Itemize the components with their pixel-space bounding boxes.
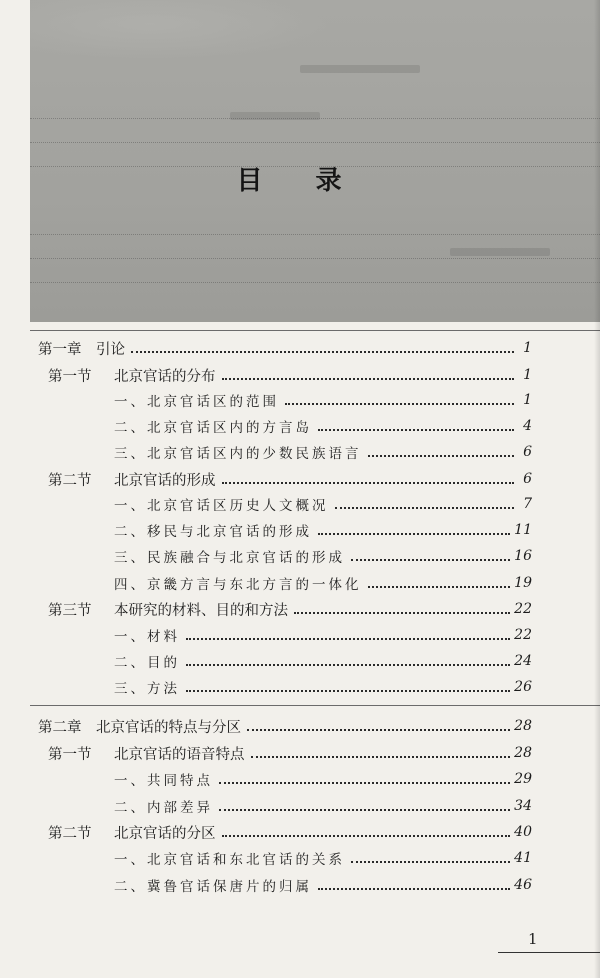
section-title: 北京官话的分布 [114,368,216,385]
toc-item-row[interactable] [114,519,532,541]
leader-dots [186,664,510,666]
toc-item-row[interactable] [114,415,532,437]
folio-page-number: 1 [528,930,538,948]
toc-section-row[interactable] [48,742,532,764]
page-number: 22 [514,601,532,617]
page-number: 28 [514,718,532,734]
leader-dots [285,403,514,405]
page-number: 29 [514,771,532,787]
divider [30,330,600,331]
page-number: 40 [514,824,532,840]
leader-dots [247,729,510,731]
divider [30,705,600,706]
page-number: 11 [514,522,532,538]
leader-dots [219,782,510,784]
chapter-title: 第一章 引论 [38,341,125,358]
toc-item-row[interactable] [114,874,532,896]
page-number: 6 [523,444,532,460]
item-title: 一、北京官话区历史人文概况 [114,498,329,514]
leader-dots [131,351,514,353]
leader-dots [294,612,510,614]
item-title: 二、移民与北京官话的形成 [114,524,312,540]
leader-dots [368,586,511,588]
section-number: 第一节 [48,368,92,385]
item-title: 一、共同特点 [114,773,213,789]
page-number: 7 [523,496,532,512]
section-title: 北京官话的分区 [114,825,216,842]
toc-item-row[interactable] [114,624,532,646]
toc-section-row[interactable] [48,364,532,386]
leader-dots [318,888,510,890]
item-title: 三、方法 [114,681,180,697]
item-title: 四、京畿方言与东北方言的一体化 [114,577,362,593]
leader-dots [219,809,510,811]
toc-section-row[interactable] [48,598,532,620]
toc-item-row[interactable] [114,441,532,463]
chapter-title: 第二章 北京官话的特点与分区 [38,719,241,736]
toc-item-row[interactable] [114,650,532,672]
page-number: 19 [514,575,532,591]
toc-item-row[interactable] [114,847,532,869]
page-number: 34 [514,798,532,814]
toc-section-row[interactable] [48,821,532,843]
section-number: 第二节 [48,472,92,489]
leader-dots [222,835,511,837]
toc-item-row[interactable] [114,572,532,594]
toc-item-row[interactable] [114,676,532,698]
page-number: 6 [523,471,532,487]
spine-shadow [594,0,600,978]
section-title: 北京官话的形成 [114,472,216,489]
page-title: 目 录 [236,166,364,196]
page-number: 26 [514,679,532,695]
page-number: 1 [523,392,532,408]
toc-chapter-row[interactable] [38,337,532,359]
leader-dots [351,861,510,863]
toc-item-row[interactable] [114,493,532,515]
toc-section-row[interactable] [48,468,532,490]
section-number: 第一节 [48,746,92,763]
page-number: 28 [514,745,532,761]
item-title: 二、冀鲁官话保唐片的归属 [114,879,312,895]
toc-item-row[interactable] [114,795,532,817]
leader-dots [318,429,514,431]
section-number: 第三节 [48,602,92,619]
leader-dots [251,756,511,758]
page-number: 24 [514,653,532,669]
leader-dots [186,690,510,692]
section-title: 本研究的材料、目的和方法 [114,602,288,619]
page-number: 1 [523,340,532,356]
toc-chapter-row[interactable] [38,715,532,737]
leader-dots [222,482,515,484]
leader-dots [318,533,510,535]
item-title: 一、北京官话和东北官话的关系 [114,852,345,868]
page-number: 4 [523,418,532,434]
leader-dots [222,378,515,380]
item-title: 二、目的 [114,655,180,671]
toc-item-row[interactable] [114,545,532,567]
leader-dots [351,559,510,561]
item-title: 一、材料 [114,629,180,645]
item-title: 二、北京官话区内的方言岛 [114,420,312,436]
folio-rule [498,952,600,953]
section-number: 第二节 [48,825,92,842]
page-number: 41 [514,850,532,866]
page-number: 16 [514,548,532,564]
page-number: 46 [514,877,532,893]
item-title: 三、民族融合与北京官话的形成 [114,550,345,566]
page-number: 22 [514,627,532,643]
leader-dots [368,455,515,457]
item-title: 一、北京官话区的范围 [114,394,279,410]
item-title: 三、北京官话区内的少数民族语言 [114,446,362,462]
leader-dots [335,507,515,509]
page-number: 1 [523,367,532,383]
section-title: 北京官话的语音特点 [114,746,245,763]
toc-item-row[interactable] [114,768,532,790]
leader-dots [186,638,510,640]
toc-item-row[interactable] [114,389,532,411]
item-title: 二、内部差异 [114,800,213,816]
